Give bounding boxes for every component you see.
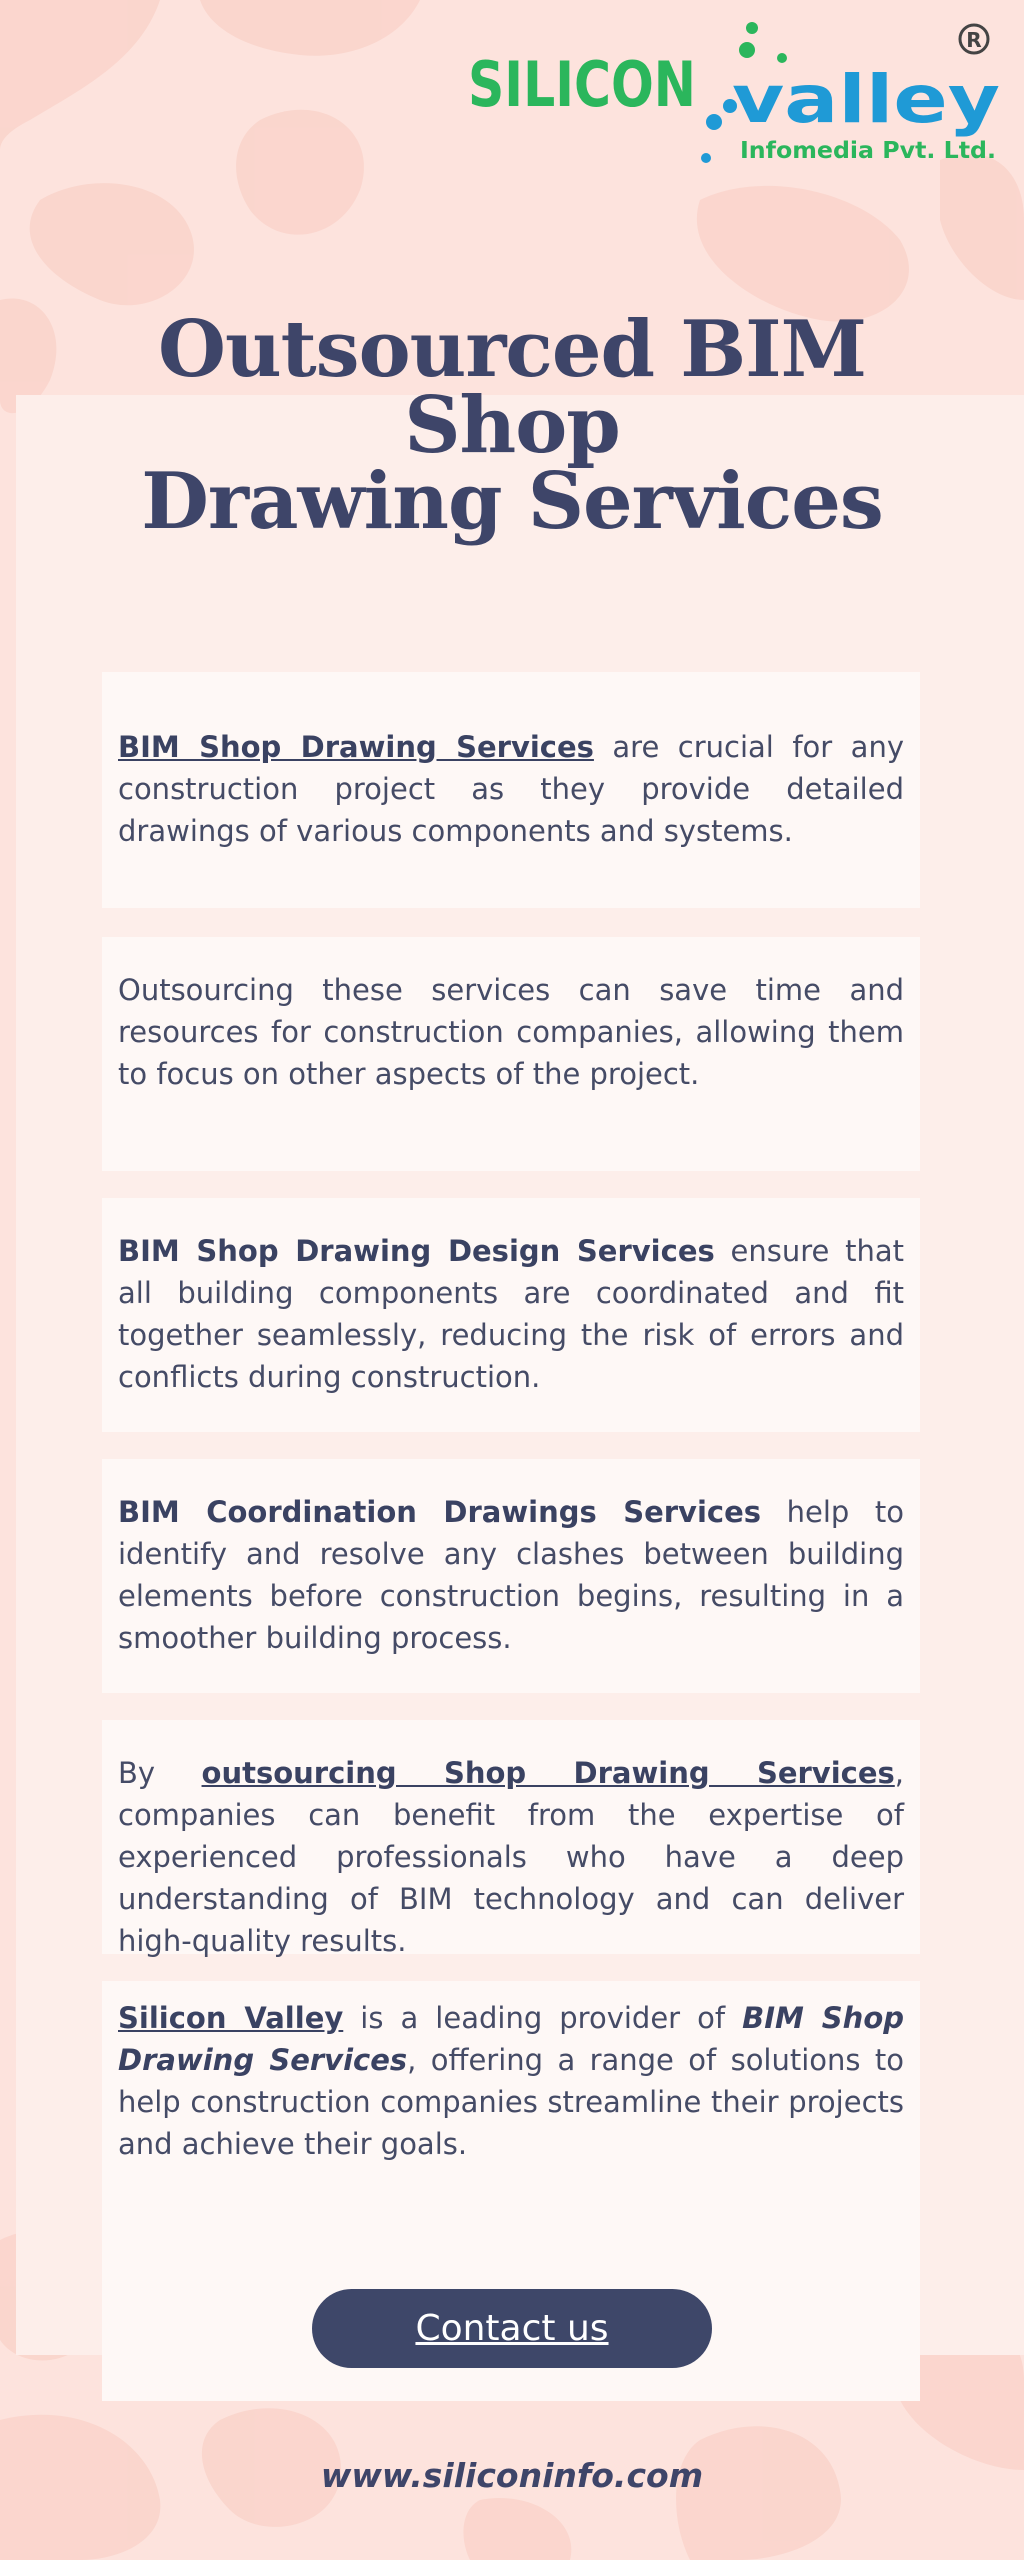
info-card-5 <box>102 1720 920 1958</box>
silicon-valley-link[interactable]: Silicon Valley <box>118 2001 344 2035</box>
card-4-text: BIM Coordination Drawings Services help to identify and resolve any clashes between building elements before construction begins, resulting in a smoother building process. <box>118 1495 904 1655</box>
info-card-4 <box>102 1459 920 1693</box>
card-6-text: Silicon Valley is a leading provider of BIM Shop Drawing Services, offering a range of solutions to help construction companies streamline their projects and achieve their goals. <box>118 2001 905 2161</box>
title-line-1: Outsourced BIM Shop <box>158 304 866 471</box>
page-title <box>60 304 964 547</box>
card-4-bold: BIM Coordination Drawings Services <box>118 1495 762 1529</box>
logo-tagline: Infomedia Pvt. Ltd. <box>740 138 996 164</box>
contact-us-button[interactable]: Contact us <box>312 2289 712 2368</box>
info-card-3 <box>102 1198 920 1432</box>
card-5-text: By outsourcing Shop Drawing Services, companies can benefit from the expertise of experienced professionals who have a deep understanding of BIM technology and can deliver high-quality results. <box>118 1756 904 1958</box>
logo-word-silicon: SILICON <box>468 48 696 121</box>
title-line-2: Drawing Services <box>141 456 883 547</box>
logo-word-valley: valley <box>732 61 1000 138</box>
card-3-bold: BIM Shop Drawing Design Services <box>118 1234 715 1268</box>
card-1-text: BIM Shop Drawing Services are crucial for any construction project as they provide detailed drawings of various components and systems. <box>118 730 905 848</box>
website-url[interactable]: www.siliconinfo.com <box>320 2456 704 2495</box>
silicon-valley-logo <box>462 18 1010 170</box>
card-6-bold-italic: BIM Shop Drawing Services <box>118 2001 905 2077</box>
card-3-text: BIM Shop Drawing Design Services ensure that all building components are coordinated and fit together seamlessly, reducing the risk of errors and conflicts during construction. <box>118 1234 904 1394</box>
info-card-1 <box>102 672 920 908</box>
card-2-text: Outsourcing these services can save time and resources for construction companies, allowing them to focus on other aspects of the project. <box>118 973 904 1091</box>
outsourcing-shop-drawing-link[interactable]: outsourcing Shop Drawing Services <box>201 1756 895 1790</box>
info-card-2 <box>102 937 920 1171</box>
bim-shop-drawing-services-link[interactable]: BIM Shop Drawing Services <box>118 730 594 764</box>
registered-mark: R <box>966 28 982 52</box>
